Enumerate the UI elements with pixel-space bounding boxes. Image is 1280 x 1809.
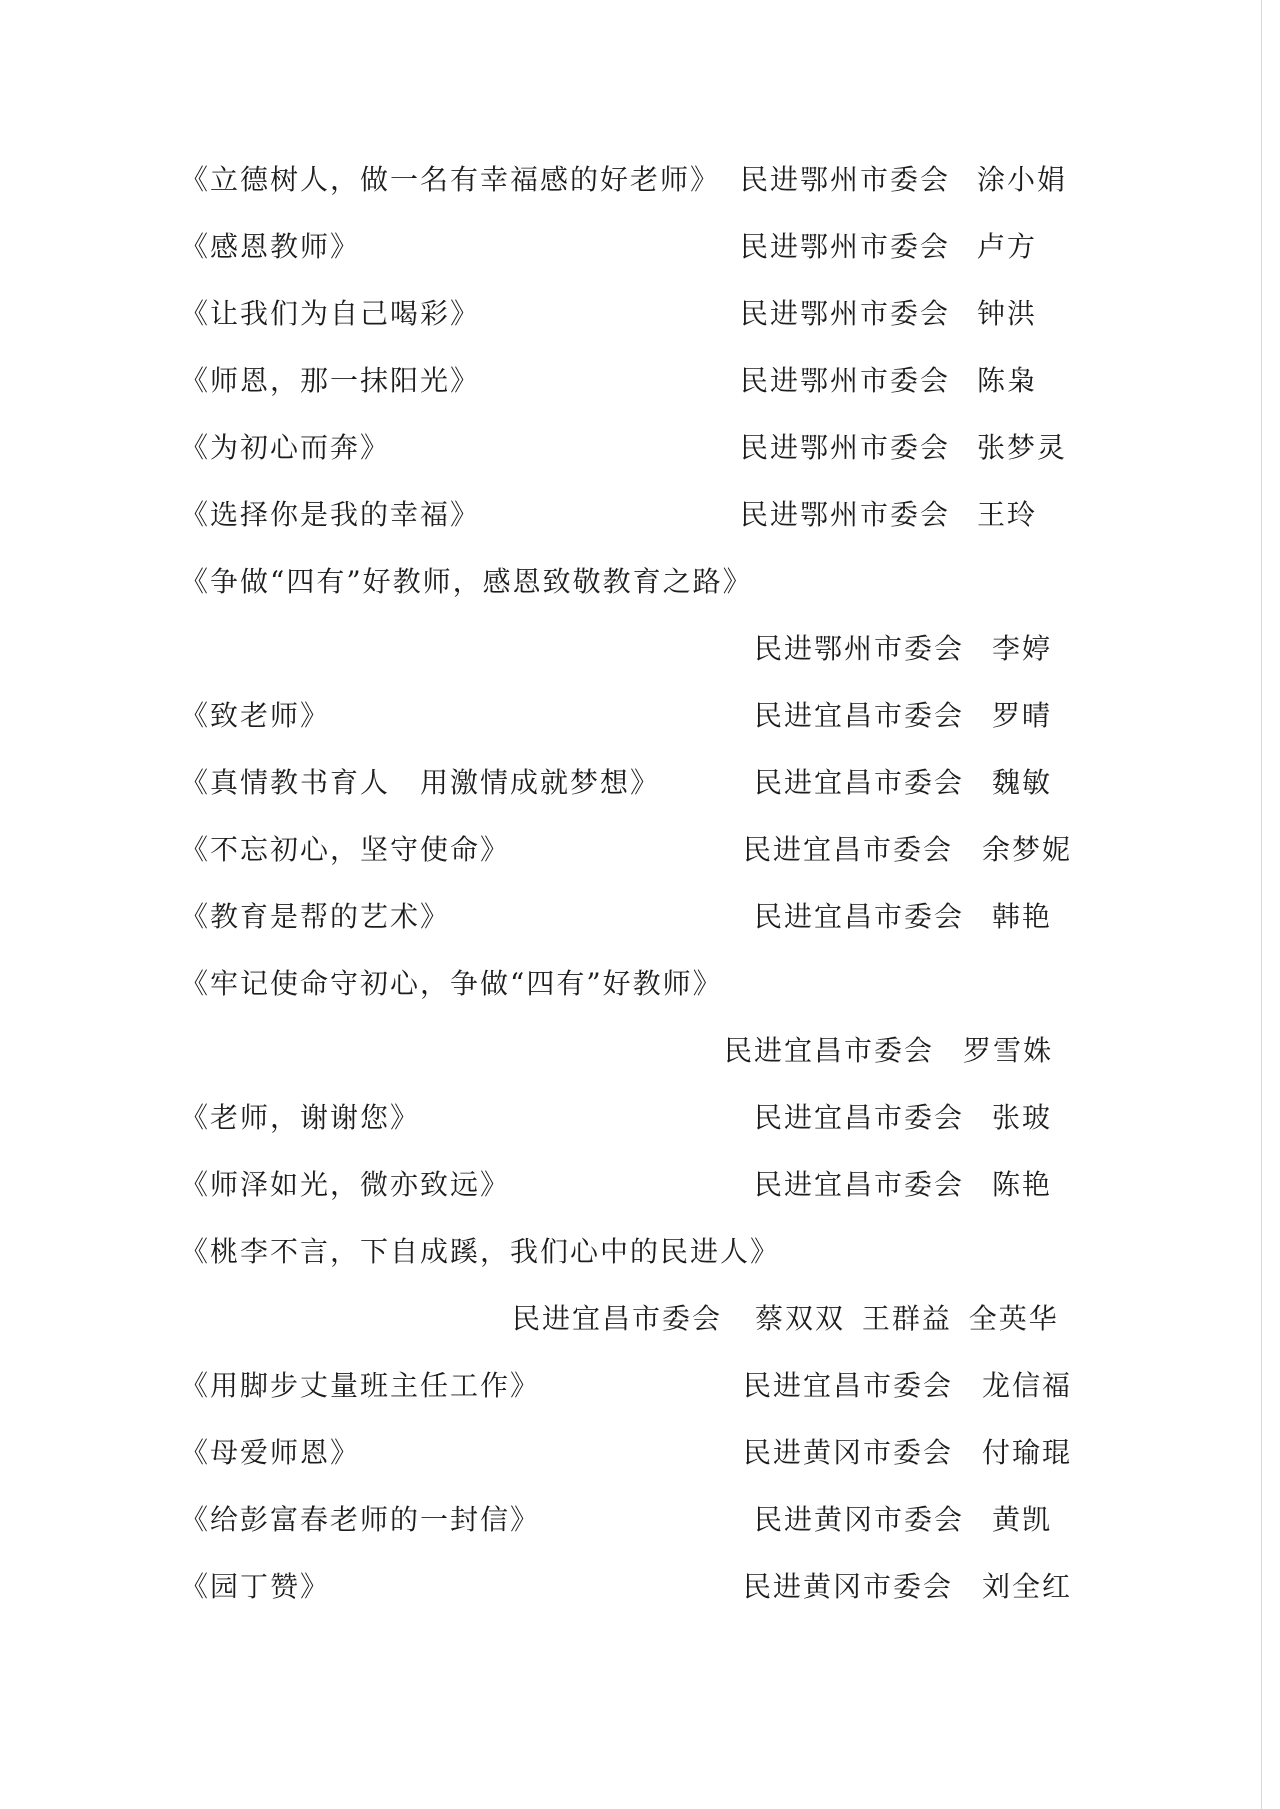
- entry-title: 《师泽如光，微亦致远》: [180, 1168, 511, 1201]
- entry-title: 《教育是帮的艺术》: [180, 900, 451, 933]
- entry-title: 《师恩，那一抹阳光》: [180, 364, 481, 397]
- entry-title: 《选择你是我的幸福》: [180, 498, 481, 531]
- entry-title: 《不忘初心，坚守使命》: [180, 833, 511, 866]
- entry-org: 民进鄂州市委会: [740, 364, 951, 397]
- entry-author: 韩艳: [992, 900, 1053, 933]
- entry-org: 民进鄂州市委会: [740, 297, 951, 330]
- entry-title: 《真情教书育人 用激情成就梦想》: [180, 766, 661, 799]
- scan-edge-line: [1261, 0, 1262, 1809]
- entry-org: 民进鄂州市委会: [754, 632, 965, 665]
- entry-author: 涂小娟: [977, 163, 1068, 196]
- entry-title: 《让我们为自己喝彩》: [180, 297, 481, 330]
- entry-author: 罗晴: [992, 699, 1053, 732]
- entry-title: 《立德树人，做一名有幸福感的好老师》: [180, 163, 721, 196]
- entry-author: 张玻: [992, 1101, 1053, 1134]
- entry-title: 《感恩教师》: [180, 230, 361, 263]
- entry-org: 民进宜昌市委会: [743, 833, 954, 866]
- entry-author: 张梦灵: [977, 431, 1068, 464]
- entry-author: 刘全红: [982, 1570, 1073, 1603]
- entry-title: 《争做“四有”好教师，感恩致敬教育之路》: [180, 565, 753, 598]
- entry-author: 陈艳: [992, 1168, 1053, 1201]
- entry-org: 民进鄂州市委会: [740, 230, 951, 263]
- entry-org: 民进宜昌市委会: [512, 1302, 723, 1335]
- entry-title: 《致老师》: [180, 699, 331, 732]
- entry-author: 罗雪姝: [963, 1034, 1054, 1067]
- entry-org: 民进宜昌市委会: [724, 1034, 935, 1067]
- entry-title: 《为初心而奔》: [180, 431, 391, 464]
- entry-title: 《牢记使命守初心，争做“四有”好教师》: [180, 967, 723, 1000]
- entry-author: 魏敏: [992, 766, 1053, 799]
- entry-org: 民进鄂州市委会: [740, 163, 951, 196]
- entry-author: 付瑜琨: [982, 1436, 1073, 1469]
- entry-org: 民进宜昌市委会: [754, 900, 965, 933]
- entry-org: 民进鄂州市委会: [740, 498, 951, 531]
- entry-org: 民进宜昌市委会: [743, 1369, 954, 1402]
- entry-org: 民进宜昌市委会: [754, 699, 965, 732]
- entry-author: 蔡双双 王群益 全英华: [755, 1302, 1059, 1335]
- entry-author: 龙信福: [982, 1369, 1073, 1402]
- entry-author: 陈枭: [977, 364, 1038, 397]
- entry-org: 民进黄冈市委会: [743, 1570, 954, 1603]
- entry-author: 卢方: [977, 230, 1038, 263]
- entry-title: 《用脚步丈量班主任工作》: [180, 1369, 541, 1402]
- entry-org: 民进鄂州市委会: [740, 431, 951, 464]
- entry-title: 《母爱师恩》: [180, 1436, 361, 1469]
- entry-author: 黄凯: [992, 1503, 1053, 1536]
- entry-author: 钟洪: [977, 297, 1038, 330]
- entry-org: 民进宜昌市委会: [754, 1101, 965, 1134]
- entry-author: 王玲: [977, 498, 1038, 531]
- entry-title: 《老师，谢谢您》: [180, 1101, 421, 1134]
- entry-author: 余梦妮: [982, 833, 1073, 866]
- entry-org: 民进宜昌市委会: [754, 766, 965, 799]
- entry-title: 《园丁赞》: [180, 1570, 331, 1603]
- entry-title: 《桃李不言，下自成蹊，我们心中的民进人》: [180, 1235, 781, 1268]
- entry-org: 民进宜昌市委会: [754, 1168, 965, 1201]
- entry-title: 《给彭富春老师的一封信》: [180, 1503, 541, 1536]
- entry-org: 民进黄冈市委会: [754, 1503, 965, 1536]
- entry-org: 民进黄冈市委会: [743, 1436, 954, 1469]
- entry-author: 李婷: [992, 632, 1053, 665]
